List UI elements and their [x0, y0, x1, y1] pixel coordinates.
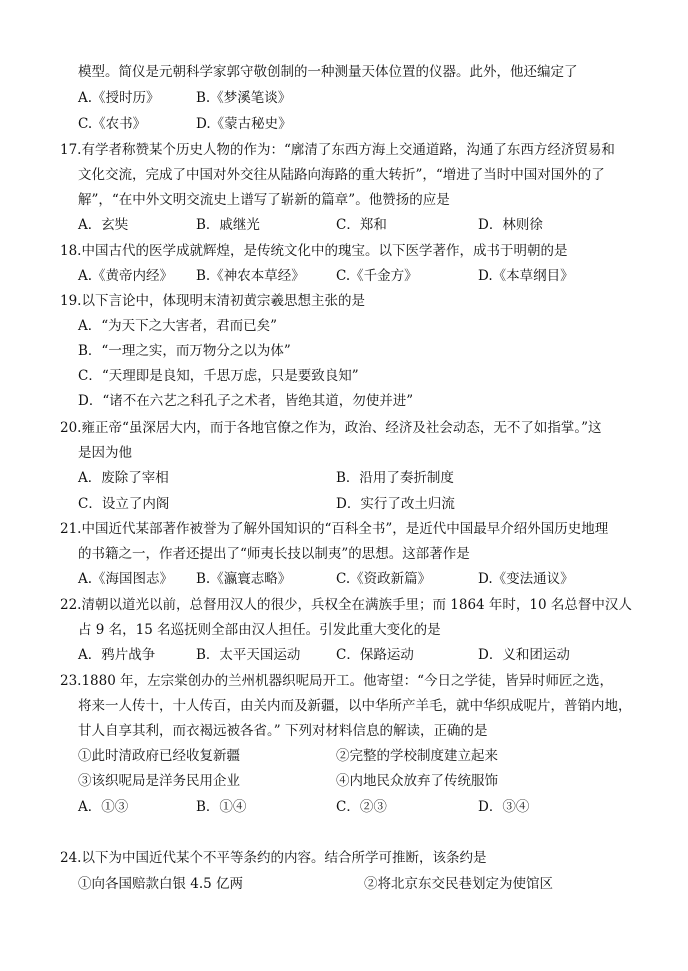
- q23-stem-line2: 将来一人传十，十人传百，由关内而及新疆，以中华所产羊毛，就中华织成呢片，普销内地，: [78, 698, 632, 714]
- q24-statement-2: ②将北京东交民巷划定为使馆区: [364, 876, 553, 892]
- q18-stem: 18.中国古代的医学成就辉煌，是传统文化中的瑰宝。以下医学著作，成书于明朝的是: [60, 243, 568, 259]
- q22-stem-line1: 22.清朝以道光以前，总督用汉人的很少，兵权全在满族手里；而 1864 年时，10 名总督中汉人: [60, 597, 632, 613]
- q23-option-d: D．③④: [478, 799, 530, 815]
- q20-option-a: A．废除了宰相: [78, 470, 169, 486]
- q21-stem-line2: 的书籍之一，作者还提出了“师夷长技以制夷”的思想。这部著作是: [78, 546, 470, 562]
- q18-option-c: C.《千金方》: [336, 268, 418, 284]
- q16-stem-continuation: 模型。简仪是元朝科学家郭守敬创制的一种测量天体位置的仪器。此外，他还编定了: [78, 64, 578, 80]
- q23-statement-2: ②完整的学校制度建立起来: [336, 748, 498, 764]
- q17-stem-line3: 解”，“在中外文明交流史上谱写了崭新的篇章”。他赞扬的应是: [78, 192, 450, 208]
- q21-option-c: C.《资政新篇》: [336, 571, 432, 587]
- q24-stem: 24.以下为中国近代某个不平等条约的内容。结合所学可推断，该条约是: [60, 850, 487, 866]
- q20-stem-line1: 20.雍正帝“虽深居大内，而于各地官僚之作为，政治、经济及社会动态，无不了如指掌。”这: [60, 420, 602, 436]
- q23-option-b: B．①④: [196, 799, 247, 815]
- q23-stem-line1: 23.1880 年，左宗棠创办的兰州机器织呢局开工。他寄望：“今日之学徒，皆异时师匠之选，: [60, 673, 614, 689]
- q16-option-b: B.《梦溪笔谈》: [196, 90, 292, 106]
- q19-option-c: C．“天理即是良知，千思万虑，只是要致良知”: [78, 368, 359, 384]
- q22-option-a: A．鸦片战争: [78, 647, 156, 663]
- q22-stem-line2: 占 9 名，15 名巡抚则全部由汉人担任。引发此重大变化的是: [78, 622, 441, 638]
- q17-option-d: D．林则徐: [478, 217, 543, 233]
- q20-stem-line2: 是因为他: [78, 445, 132, 461]
- q21-option-a: A.《海国图志》: [78, 571, 174, 587]
- q23-statement-4: ④内地民众放弃了传统服饰: [336, 773, 498, 789]
- q17-stem-line1: 17.有学者称赞某个历史人物的作为：“廓清了东西方海上交通道路，沟通了东西方经济贸易和: [60, 142, 615, 158]
- q19-option-a: A．“为天下之大害者，君而已矣”: [78, 318, 278, 334]
- q21-stem-line1: 21.中国近代某部著作被誉为了解外国知识的“百科全书”，是近代中国最早介绍外国历史地理: [60, 521, 609, 537]
- q19-option-d: D．“诸不在六艺之科孔子之术者，皆绝其道，勿使并进”: [78, 393, 414, 409]
- q23-statement-3: ③该织呢局是洋务民用企业: [78, 773, 240, 789]
- q22-option-b: B．太平天国运动: [196, 647, 301, 663]
- q18-option-a: A.《黄帝内经》: [78, 268, 174, 284]
- q23-stem-line3: 甘人自享其利，而衣褐远被各省。” 下列对材料信息的解读，正确的是: [78, 723, 488, 739]
- q19-option-b: B．“一理之实，而万物分之以为体”: [78, 343, 291, 359]
- q17-stem-line2: 文化交流，完成了中国对外交往从陆路向海路的重大转折”，“增进了当时中国对国外的了: [78, 167, 605, 183]
- q21-option-d: D.《变法通议》: [478, 571, 574, 587]
- q22-option-d: D．义和团运动: [478, 647, 570, 663]
- q16-option-d: D.《蒙古秘史》: [196, 116, 292, 132]
- q18-option-b: B.《神农本草经》: [196, 268, 305, 284]
- q17-option-b: B．戚继光: [196, 217, 260, 233]
- q20-option-d: D．实行了改土归流: [336, 496, 455, 512]
- q22-option-c: C．保路运动: [336, 647, 414, 663]
- q23-option-c: C．②③: [336, 799, 387, 815]
- q20-option-b: B．沿用了奏折制度: [336, 470, 454, 486]
- q18-option-d: D.《本草纲目》: [478, 268, 574, 284]
- q17-option-a: A．玄奘: [78, 217, 129, 233]
- q20-option-c: C．设立了内阁: [78, 496, 170, 512]
- q23-statement-1: ①此时清政府已经收复新疆: [78, 748, 240, 764]
- q16-option-a: A.《授时历》: [78, 90, 160, 106]
- q21-option-b: B.《瀛寰志略》: [196, 571, 292, 587]
- q23-option-a: A．①③: [78, 799, 129, 815]
- q17-option-c: C．郑和: [336, 217, 387, 233]
- q24-statement-1: ①向各国赔款白银 4.5 亿两: [78, 876, 244, 892]
- q19-stem: 19.以下言论中，体现明末清初黄宗羲思想主张的是: [60, 293, 365, 309]
- q16-option-c: C.《农书》: [78, 116, 147, 132]
